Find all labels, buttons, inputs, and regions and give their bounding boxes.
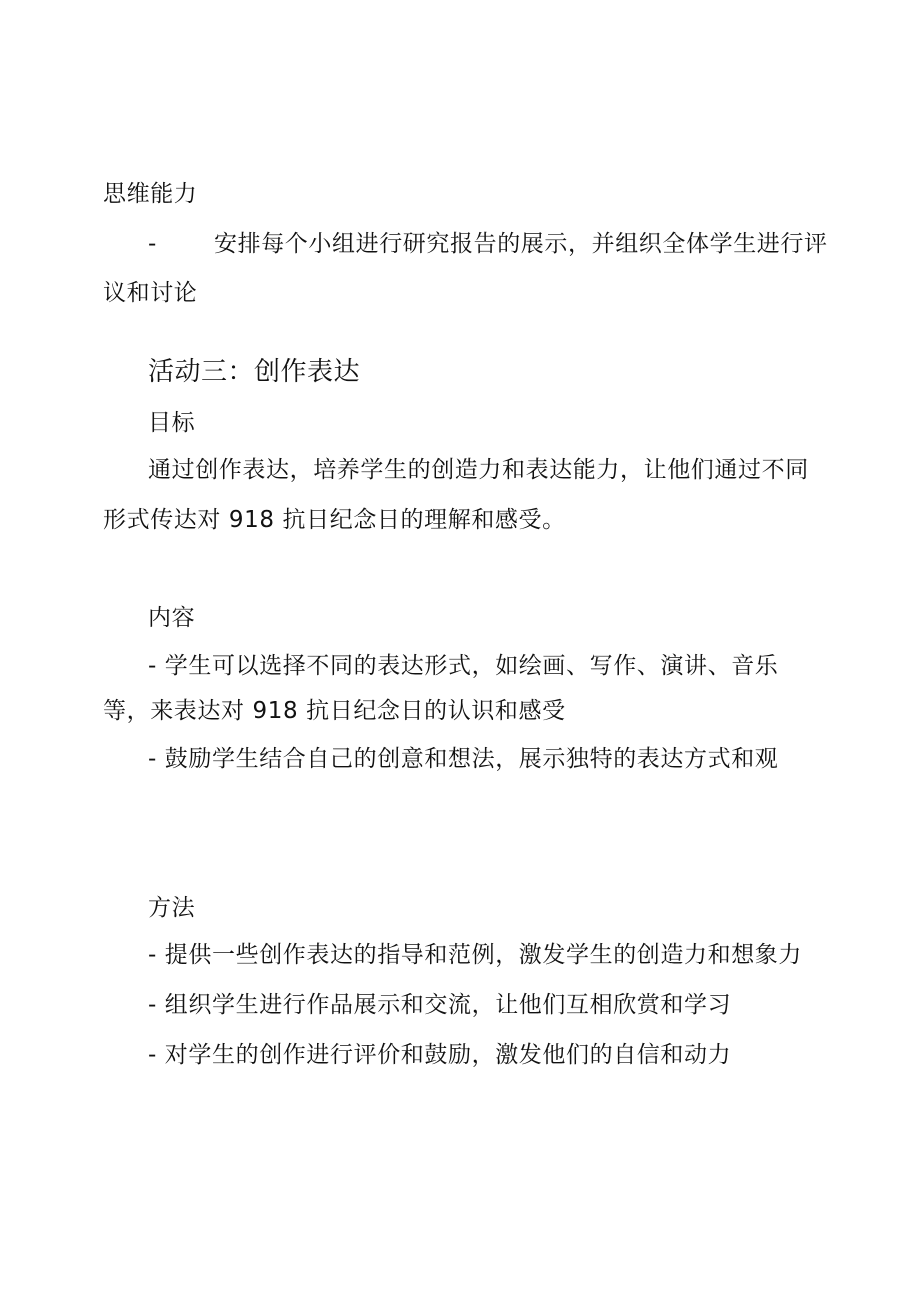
bullet-text: 安排每个小组进行研究报告的展示，并组织全体学生进行评 xyxy=(214,231,828,257)
content-heading: 内容 xyxy=(148,605,196,631)
content-item2: - 鼓励学生结合自己的创意和想法，展示独特的表达方式和观 xyxy=(148,746,779,772)
method-item-1: - 提供一些创作表达的指导和范例，激发学生的创造力和想象力 xyxy=(148,942,803,968)
method-item-2: - 组织学生进行作品展示和交流，让他们互相欣赏和学习 xyxy=(148,992,732,1018)
activity-title: 活动三：创作表达 xyxy=(148,357,361,387)
goal-text-line2: 形式传达对 918 抗日纪念日的理解和感受。 xyxy=(103,507,566,533)
method-heading: 方法 xyxy=(148,895,196,921)
content-item1-line1: - 学生可以选择不同的表达形式，如绘画、写作、演讲、音乐 xyxy=(148,653,779,679)
goal-text-line1: 通过创作表达，培养学生的创造力和表达能力，让他们通过不同 xyxy=(148,457,809,483)
method-item-3: - 对学生的创作进行评价和鼓励，激发他们的自信和动力 xyxy=(148,1042,732,1068)
bullet-dash: - xyxy=(148,231,157,257)
goal-heading: 目标 xyxy=(148,410,196,436)
content-item1-line2: 等，来表达对 918 抗日纪念日的认识和感受 xyxy=(103,698,566,724)
continuation-text: 思维能力 xyxy=(103,181,198,207)
bullet-text-wrap: 议和讨论 xyxy=(103,280,198,306)
